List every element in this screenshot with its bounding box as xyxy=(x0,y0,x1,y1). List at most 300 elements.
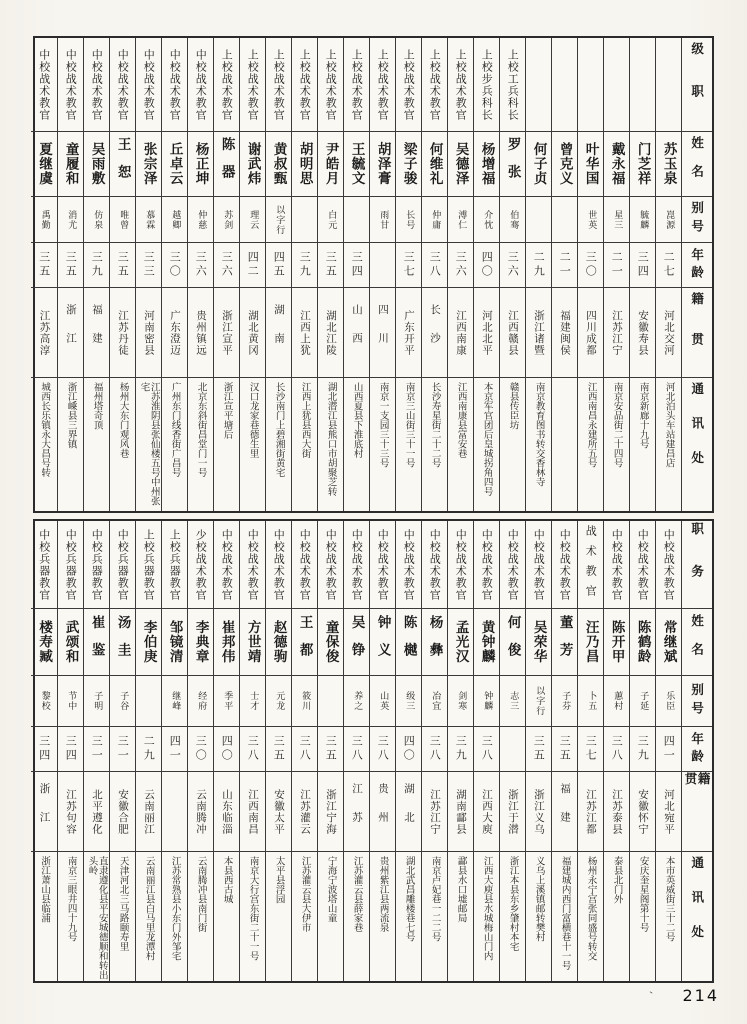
age-text: 二七 xyxy=(662,251,676,279)
age-text: 三九 xyxy=(298,251,312,279)
rank-cell xyxy=(240,38,265,132)
alias-cell xyxy=(630,197,655,243)
address-cell xyxy=(578,378,603,511)
officer-column xyxy=(369,521,395,981)
native-text: 云南腾冲 xyxy=(195,788,207,835)
name-cell xyxy=(136,609,161,676)
address-text: 直隶遵化县平安城德顺和转出头岭 xyxy=(86,856,108,980)
name-text: 陈开甲 xyxy=(608,620,625,664)
address-header-label: 通讯处 xyxy=(689,856,705,960)
native-cell xyxy=(318,288,343,378)
rank-text: 中校战术教官 xyxy=(610,528,624,601)
native-cell xyxy=(370,772,395,852)
address-cell xyxy=(474,378,499,511)
alias-text: 介忱 xyxy=(482,209,493,230)
address-text: 南京卢妃巷一二二号 xyxy=(429,856,441,942)
native-text: 山东临淄 xyxy=(221,788,233,835)
age-cell xyxy=(526,243,551,288)
alias-text: 仲庸 xyxy=(430,209,441,230)
native-text: 江苏 xyxy=(351,783,363,840)
alias-cell xyxy=(630,676,655,727)
address-cell xyxy=(448,378,473,511)
alias-cell xyxy=(240,676,265,727)
address-cell xyxy=(422,378,447,511)
rank-cell xyxy=(500,521,525,609)
address-text: 本县西古城 xyxy=(221,856,233,904)
rank-text: 中校战术教官 xyxy=(636,528,650,601)
name-text: 丘卓云 xyxy=(166,142,183,186)
name-cell xyxy=(552,609,577,676)
age-text: 二一 xyxy=(558,251,572,279)
alias-cell xyxy=(136,676,161,727)
name-text: 童履和 xyxy=(62,142,79,186)
native-text: 河北交河 xyxy=(663,309,675,356)
name-cell xyxy=(110,609,135,676)
native-text: 江西上犹 xyxy=(299,309,311,356)
native-text: 浙江义乌 xyxy=(533,788,545,835)
officer-column xyxy=(31,521,57,981)
native-text: 广东开平 xyxy=(403,309,415,356)
alias-text: 养之 xyxy=(352,691,363,711)
native-text: 江苏高淳 xyxy=(38,309,51,356)
alias-cell xyxy=(500,676,525,727)
rank-cell xyxy=(500,38,525,132)
address-text: 江苏灌云县薛家巷 xyxy=(351,856,363,932)
alias-cell xyxy=(656,676,681,727)
native-text: 河北北平 xyxy=(481,309,493,356)
native-text: 江苏泰县 xyxy=(611,788,623,835)
native-text: 江苏江都 xyxy=(585,788,597,835)
officer-column xyxy=(239,38,265,511)
name-cell xyxy=(422,132,447,197)
address-cell xyxy=(292,852,317,981)
native-cell xyxy=(448,288,473,378)
rank-text: 中校战术教官 xyxy=(194,48,208,121)
address-text: 南京三山街三十一号 xyxy=(403,382,415,468)
native-text: 贵州 xyxy=(377,783,389,840)
age-text: 三六 xyxy=(220,251,234,279)
age-cell xyxy=(448,727,473,772)
rank-text: 中校战术教官 xyxy=(454,528,468,601)
native-cell xyxy=(578,772,603,852)
native-cell xyxy=(84,288,109,378)
name-cell xyxy=(500,132,525,197)
name-cell xyxy=(318,132,343,197)
age-cell xyxy=(474,727,499,772)
alias-cell xyxy=(31,676,57,727)
address-text: 长沙南门上碧湘街黄宅 xyxy=(273,382,285,477)
rank-cell xyxy=(318,38,343,132)
name-text: 门芝祥 xyxy=(634,142,651,186)
native-cell xyxy=(526,288,551,378)
name-text: 李伯庚 xyxy=(140,620,157,664)
address-cell xyxy=(552,378,577,511)
name-cell xyxy=(396,132,421,197)
native-text: 江西南昌 xyxy=(247,788,259,835)
age-cell xyxy=(370,727,395,772)
officer-column xyxy=(629,521,655,981)
alias-header-label: 别号 xyxy=(689,201,705,238)
alias-text: 节中 xyxy=(66,691,77,711)
address-text: 天津河北三马路颐寿里 xyxy=(117,856,129,951)
rank-text: 上校战术教官 xyxy=(272,48,286,121)
rank-text: 中校战术教官 xyxy=(376,528,390,601)
name-cell xyxy=(188,132,213,197)
rank-cell xyxy=(474,38,499,132)
address-text: 宁海宁波塔山童 xyxy=(325,856,337,923)
officer-column xyxy=(187,38,213,511)
name-header-label: 姓名 xyxy=(689,135,705,193)
address-cell xyxy=(31,852,57,981)
rank-header xyxy=(682,38,712,132)
age-text: 四一 xyxy=(662,735,676,763)
officer-column xyxy=(291,521,317,981)
age-cell xyxy=(630,243,655,288)
alias-text: 冶宜 xyxy=(430,691,441,711)
rank-cell xyxy=(240,521,265,609)
officer-column xyxy=(395,521,421,981)
name-cell xyxy=(474,609,499,676)
alias-header xyxy=(682,197,712,243)
native-text: 四川成都 xyxy=(585,309,597,356)
address-cell xyxy=(318,852,343,981)
alias-cell xyxy=(526,676,551,727)
rank-text: 上校战术教官 xyxy=(454,48,468,121)
rank-header xyxy=(682,521,712,609)
officer-column xyxy=(187,521,213,981)
age-text: 三四 xyxy=(64,735,78,763)
address-text: 江苏常熟县小东门外邹宅 xyxy=(169,856,181,961)
rank-text: 上校战术教官 xyxy=(298,48,312,121)
alias-cell xyxy=(266,676,291,727)
name-cell xyxy=(604,132,629,197)
officer-column xyxy=(83,521,109,981)
alias-text: 禹勤 xyxy=(39,209,50,230)
age-cell xyxy=(422,727,447,772)
rank-cell xyxy=(630,521,655,609)
age-text: 三四 xyxy=(37,735,51,763)
age-cell xyxy=(604,727,629,772)
native-cell xyxy=(526,772,551,852)
address-header xyxy=(682,852,712,981)
alias-cell xyxy=(214,676,239,727)
rank-cell xyxy=(266,521,291,609)
name-cell xyxy=(344,609,369,676)
age-cell xyxy=(31,727,57,772)
alias-header xyxy=(682,676,712,727)
address-cell xyxy=(422,852,447,981)
rank-cell xyxy=(318,521,343,609)
rank-cell xyxy=(136,521,161,609)
address-cell xyxy=(188,378,213,511)
age-text: 三五 xyxy=(324,735,338,763)
address-cell xyxy=(136,852,161,981)
alias-text: 黎校 xyxy=(39,691,50,711)
native-text: 江苏丹徒 xyxy=(117,309,129,356)
rank-cell xyxy=(474,521,499,609)
age-text: 三四 xyxy=(636,251,650,279)
name-text: 吴荣华 xyxy=(530,620,547,664)
native-cell xyxy=(474,772,499,852)
address-text: 太平县浮园 xyxy=(273,856,285,904)
name-header-label: 姓名 xyxy=(689,613,705,671)
rank-cell xyxy=(214,521,239,609)
name-text: 杨增福 xyxy=(478,142,495,186)
address-cell xyxy=(240,378,265,511)
rank-text: 中校兵器教官 xyxy=(116,528,130,601)
rank-text: 上校战术教官 xyxy=(220,48,234,121)
native-cell xyxy=(500,772,525,852)
name-text: 何俊 xyxy=(504,614,521,670)
rank-cell xyxy=(526,521,551,609)
age-text: 三六 xyxy=(194,251,208,279)
rank-text: 中校战术教官 xyxy=(272,528,286,601)
alias-text: 经府 xyxy=(196,691,207,711)
rank-cell xyxy=(58,38,83,132)
officer-column xyxy=(109,521,135,981)
alias-text: 伯骞 xyxy=(508,209,519,230)
officer-column xyxy=(135,38,161,511)
alias-text: 世英 xyxy=(586,209,597,230)
address-text: 安庆奎星阁第十号 xyxy=(637,856,649,932)
native-text: 山西 xyxy=(351,304,363,361)
native-text: 云南丽江 xyxy=(143,788,155,835)
name-text: 胡泽膏 xyxy=(374,142,391,186)
name-text: 何维礼 xyxy=(426,142,443,186)
rank-text: 中校战术教官 xyxy=(480,528,494,601)
officer-column xyxy=(161,521,187,981)
rank-text: 上校战术教官 xyxy=(376,48,390,121)
address-cell xyxy=(240,852,265,981)
age-text: 三五 xyxy=(64,251,78,279)
age-text: 三一 xyxy=(90,735,104,763)
officer-column xyxy=(317,38,343,511)
officer-column xyxy=(291,38,317,511)
officer-column xyxy=(213,521,239,981)
native-cell xyxy=(214,288,239,378)
native-cell xyxy=(422,288,447,378)
native-cell xyxy=(240,288,265,378)
alias-cell xyxy=(58,197,83,243)
alias-text: 以字行 xyxy=(534,686,545,716)
rank-text: 上校兵器教官 xyxy=(168,528,182,601)
age-cell xyxy=(370,243,395,288)
alias-text: 仲慈 xyxy=(196,209,207,230)
rank-cell xyxy=(110,38,135,132)
rank-cell xyxy=(188,38,213,132)
name-cell xyxy=(604,609,629,676)
name-text: 汪乃昌 xyxy=(582,620,599,664)
name-text: 苏玉泉 xyxy=(660,142,677,186)
native-cell xyxy=(630,772,655,852)
native-header xyxy=(682,772,712,852)
name-cell xyxy=(240,609,265,676)
address-text: 云南腾冲县南门街 xyxy=(195,856,207,932)
name-cell xyxy=(58,132,83,197)
address-cell xyxy=(526,852,551,981)
age-cell xyxy=(214,727,239,772)
name-text: 曾克义 xyxy=(556,142,573,186)
rank-text: 中校战术教官 xyxy=(558,528,572,601)
address-text: 福建城内西门富横巷十一号 xyxy=(559,856,571,970)
alias-cell xyxy=(110,676,135,727)
rank-cell xyxy=(578,38,603,132)
age-text: 三九 xyxy=(454,735,468,763)
name-cell xyxy=(266,132,291,197)
officer-column xyxy=(551,38,577,511)
age-text: 三八 xyxy=(428,735,442,763)
rank-cell xyxy=(422,521,447,609)
age-cell xyxy=(84,243,109,288)
rank-text: 中校战术教官 xyxy=(350,528,364,601)
rank-text: 中校战术教官 xyxy=(116,48,130,121)
name-cell xyxy=(214,132,239,197)
age-cell xyxy=(604,243,629,288)
alias-text: 子芬 xyxy=(560,691,571,711)
age-cell xyxy=(162,243,187,288)
native-cell xyxy=(578,288,603,378)
native-cell xyxy=(162,288,187,378)
rank-cell xyxy=(630,38,655,132)
rank-text: 上校战术教官 xyxy=(428,48,442,121)
name-cell xyxy=(292,132,317,197)
name-cell xyxy=(370,132,395,197)
native-cell xyxy=(552,288,577,378)
address-text: 长沙寿星街二十二号 xyxy=(429,382,441,468)
address-cell xyxy=(526,378,551,511)
address-text: 江西南昌永建所五号 xyxy=(585,382,597,468)
address-text: 本市英威街三十二号 xyxy=(663,856,675,942)
native-text: 广东澄迈 xyxy=(169,309,181,356)
native-cell xyxy=(188,772,213,852)
alias-text: 子延 xyxy=(638,691,649,711)
native-text: 江西赣县 xyxy=(507,309,519,356)
age-text: 二九 xyxy=(532,251,546,279)
alias-cell xyxy=(84,676,109,727)
alias-cell xyxy=(188,676,213,727)
address-cell xyxy=(292,378,317,511)
age-header-label: 年龄 xyxy=(689,247,705,283)
native-text: 贵州镇远 xyxy=(195,309,207,356)
native-cell xyxy=(58,772,83,852)
address-cell xyxy=(188,852,213,981)
age-text: 三六 xyxy=(454,251,468,279)
name-text: 陈鹤龄 xyxy=(634,620,651,664)
officer-column xyxy=(655,38,681,511)
age-text: 三五 xyxy=(116,251,130,279)
rank-cell xyxy=(292,521,317,609)
alias-cell xyxy=(344,197,369,243)
alias-text: 乐臣 xyxy=(664,691,675,711)
address-text: 杨州大东门观风巷 xyxy=(117,382,129,458)
alias-text: 消尤 xyxy=(66,209,77,230)
rank-cell xyxy=(656,521,681,609)
rank-text: 中校战术教官 xyxy=(532,528,546,601)
age-text: 三四 xyxy=(350,251,364,279)
address-cell xyxy=(214,378,239,511)
alias-cell xyxy=(292,676,317,727)
native-text: 河北宛平 xyxy=(663,788,675,835)
address-text: 城西长乐镇永大昌号转 xyxy=(39,382,51,477)
age-cell xyxy=(136,727,161,772)
native-text: 福建 xyxy=(91,304,103,361)
age-cell xyxy=(396,727,421,772)
age-text: 三一 xyxy=(116,735,130,763)
native-cell xyxy=(630,288,655,378)
name-text: 王毓文 xyxy=(348,142,365,186)
age-text: 三八 xyxy=(480,735,494,763)
address-cell xyxy=(318,378,343,511)
name-text: 尹皓月 xyxy=(322,142,339,186)
name-text: 黄叔甄 xyxy=(270,142,287,186)
alias-text: 级三 xyxy=(404,691,415,711)
native-cell xyxy=(188,288,213,378)
rank-text: 中校战术教官 xyxy=(168,48,182,121)
officer-column xyxy=(421,521,447,981)
address-cell xyxy=(448,852,473,981)
age-text: 三五 xyxy=(37,251,51,279)
name-text: 赵德驹 xyxy=(270,620,287,664)
native-text: 江苏江宁 xyxy=(429,788,441,835)
rank-text: 中校战术教官 xyxy=(402,528,416,601)
alias-text: 子谷 xyxy=(118,691,129,711)
rank-text: 中校战术教官 xyxy=(324,528,338,601)
name-text: 杨正坤 xyxy=(192,142,209,186)
native-text: 河南密县 xyxy=(143,309,155,356)
native-text: 浙江宣平 xyxy=(221,309,233,356)
alias-cell xyxy=(292,197,317,243)
age-text: 二一 xyxy=(610,251,624,279)
rank-text: 中校兵器教官 xyxy=(64,528,78,601)
name-cell xyxy=(318,609,343,676)
name-text: 张宗泽 xyxy=(140,142,157,186)
rank-cell xyxy=(214,38,239,132)
name-text: 王恕 xyxy=(114,136,131,192)
address-cell xyxy=(630,852,655,981)
alias-text: 溥仁 xyxy=(456,209,467,230)
native-text: 江苏江宁 xyxy=(611,309,623,356)
name-text: 罗张 xyxy=(504,136,521,192)
name-cell xyxy=(214,609,239,676)
native-cell xyxy=(162,772,187,852)
alias-text: 志三 xyxy=(508,691,519,711)
native-header-label: 籍贯 xyxy=(689,292,705,373)
name-cell xyxy=(500,609,525,676)
officer-column xyxy=(525,521,551,981)
age-text: 三三 xyxy=(142,251,156,279)
alias-text: 苏剑 xyxy=(222,209,233,230)
name-text: 何子贞 xyxy=(530,142,547,186)
native-text: 江西大庾 xyxy=(481,788,493,835)
alias-text: 元龙 xyxy=(274,691,285,711)
rank-cell xyxy=(58,521,83,609)
native-cell xyxy=(604,288,629,378)
address-text: 江西上犹县西大街 xyxy=(299,382,311,458)
native-cell xyxy=(656,288,681,378)
officer-column xyxy=(317,521,343,981)
native-text: 长沙 xyxy=(429,304,441,361)
name-cell xyxy=(656,609,681,676)
address-text: 泰县北门外 xyxy=(611,856,623,904)
alias-text: 白元 xyxy=(326,209,337,230)
alias-text: 卜五 xyxy=(586,691,597,711)
age-cell xyxy=(344,727,369,772)
name-cell xyxy=(344,132,369,197)
age-cell xyxy=(448,243,473,288)
age-cell xyxy=(526,727,551,772)
age-header xyxy=(682,727,712,772)
native-text: 安徽怀宁 xyxy=(637,788,649,835)
